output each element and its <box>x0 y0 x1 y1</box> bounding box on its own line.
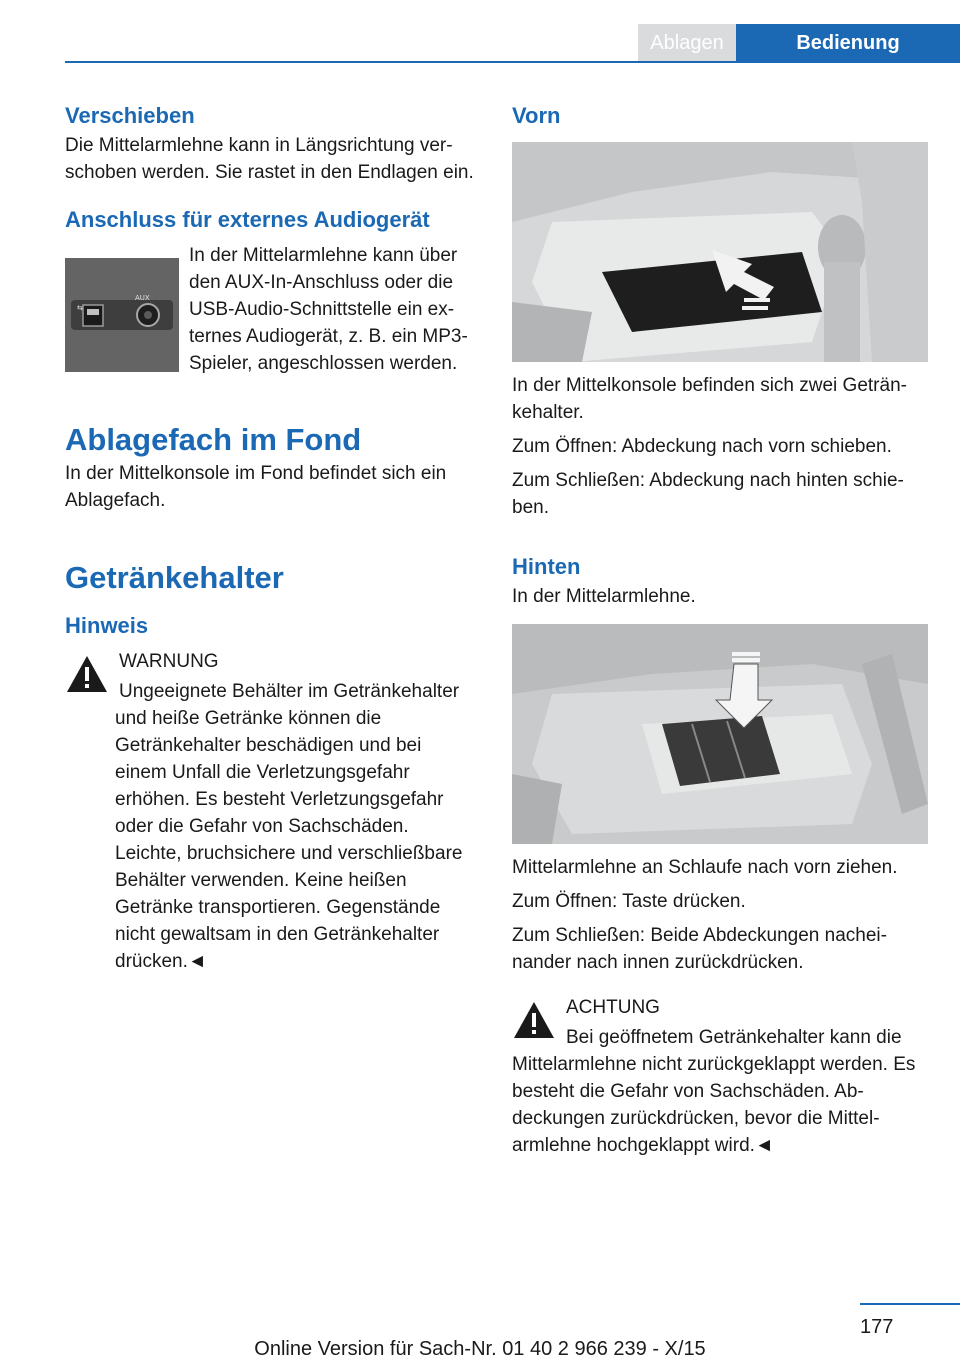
ablagefach-text: In der Mittelkonsole im Fond befindet sich ein Ablagefach. <box>65 463 447 511</box>
audio-section <box>65 242 477 378</box>
aux-usb-photo <box>65 258 179 372</box>
warning-icon <box>512 1000 556 1040</box>
achtung-text: Bei geöffnetem Getränkehalter kann die Mittelarmlehne nicht zurückgeklappt werden. Es besteht die Gefahr von Sachschäden. Abdeckungen zurückdrücken, bevor die Mittelarmlehne hochgeklappt wird.◄ <box>512 1027 916 1156</box>
svg-text:AUX: AUX <box>135 294 150 302</box>
left-column <box>65 100 477 975</box>
rear-cupholder-image <box>512 624 928 844</box>
getraenkehalter-heading: Getränkehalter <box>65 560 284 595</box>
front-cupholder-image <box>512 142 928 362</box>
header-tabs <box>638 24 960 62</box>
verschieben-text: Die Mittelarmlehne kann in Längsrichtung verschoben werden. Sie rastet in den Endlagen ein. <box>65 135 474 183</box>
hinten-text-4: Zum Schließen: Beide Abdeckungen nacheinander nach innen zurückdrücken. <box>512 925 887 973</box>
hinten-photo <box>512 624 928 844</box>
hinten-text-1: In der Mittelarmlehne. <box>512 586 696 607</box>
vorn-heading: Vorn <box>512 103 561 128</box>
warnung-text: Ungeeignete Behälter im Getränkehalter und heiße Getränke können die Getränkehalter beschädigen und bei einem Unfall die Verletzungsgefahr erhöhen. Es besteht Verletzungsgefahr oder die Gefahr von Sachschäden. Leichte, bruchsichere und verschließbare Behälter verwenden. Keine heißen Getränke transportieren. Gegenstände nicht gewaltsam in den Getränkehalter drücken.◄ <box>115 681 463 972</box>
footer-rule <box>860 1303 960 1305</box>
achtung-title: ACHTUNG <box>566 997 660 1018</box>
vorn-text-1: In der Mittelkonsole befinden sich zwei Getränkehalter. <box>512 375 907 423</box>
vorn-text-3: Zum Schließen: Abdeckung nach hinten schieben. <box>512 470 904 518</box>
caution-box <box>512 994 932 1159</box>
ablagefach-heading: Ablagefach im Fond <box>65 422 362 457</box>
verschieben-heading: Verschieben <box>65 103 195 128</box>
warnung-title: WARNUNG <box>119 651 219 672</box>
online-version-note: Online Version für Sach-Nr. 01 40 2 966 239 - X/15 <box>254 1338 706 1360</box>
hinten-text-2: Mittelarmlehne an Schlaufe nach vorn ziehen. <box>512 857 898 878</box>
page-number: 177 <box>860 1316 894 1338</box>
aux-usb-ports-image <box>65 258 179 372</box>
warning-box <box>65 648 477 975</box>
vorn-photo <box>512 142 928 362</box>
tab-bedienung[interactable]: Bedienung <box>736 24 960 62</box>
right-column <box>512 100 932 1159</box>
hinten-text-3: Zum Öffnen: Taste drücken. <box>512 891 746 912</box>
warning-icon <box>65 654 109 694</box>
header-rule <box>65 61 960 63</box>
svg-text:⇆: ⇆ <box>77 304 83 312</box>
tab-ablagen[interactable]: Ablagen <box>638 24 736 62</box>
warnung-text-first <box>65 678 477 975</box>
vorn-text-2: Zum Öffnen: Abdeckung nach vorn schieben. <box>512 436 892 457</box>
hinweis-heading: Hinweis <box>65 613 149 638</box>
audio-heading: Anschluss für externes Audiogerät <box>65 207 430 232</box>
audio-text: In der Mittelarmlehne kann über den AUX-In-Anschluss oder die USB-Audio-Schnittstelle ein externes Audiogerät, z. B. ein MP3-Spieler, angeschlossen werden. <box>189 245 468 374</box>
hinten-heading: Hinten <box>512 554 581 579</box>
